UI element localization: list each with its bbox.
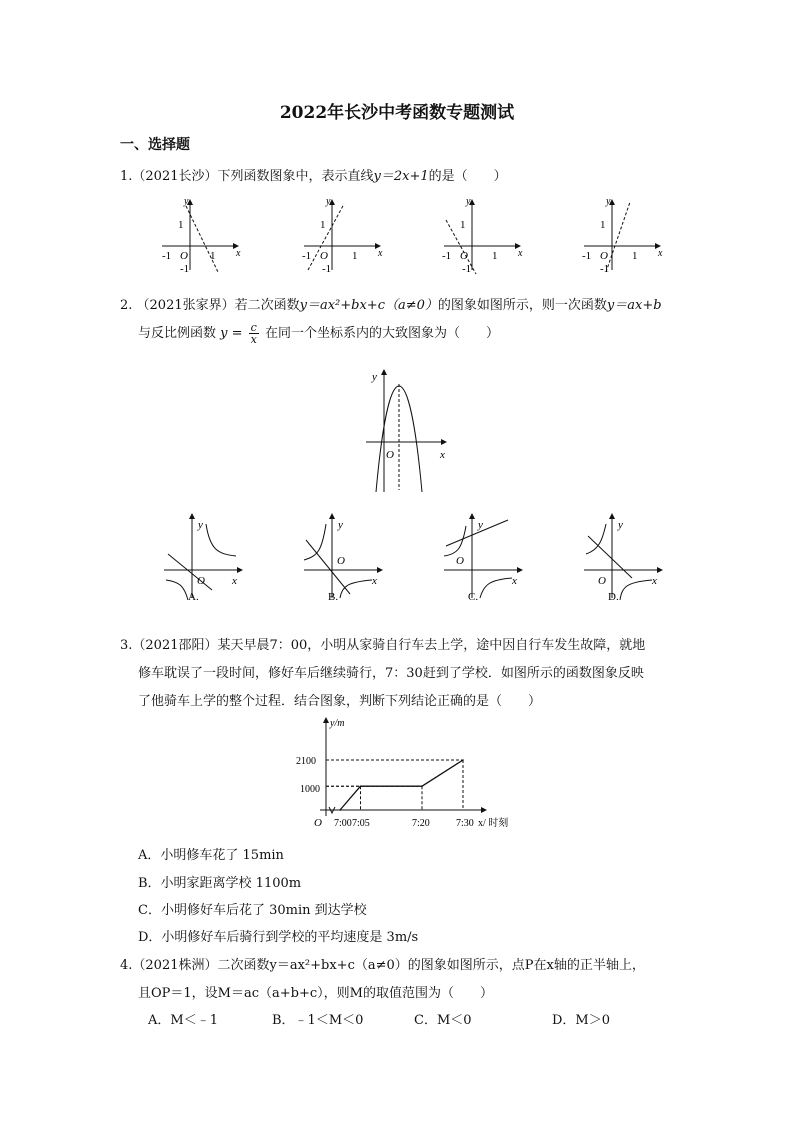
- q1b-tick-neg1-x: -1: [302, 250, 312, 262]
- q1d-origin: O: [600, 250, 608, 262]
- q3-stem-line2: 修车耽误了一段时间，修好车后继续骑行，7：30赶到了学校．如图所示的函数图象反映: [138, 666, 644, 681]
- q1-graph-d[interactable]: [582, 196, 663, 275]
- q3-point-3: [462, 759, 464, 761]
- q2-main-y-label: y: [372, 371, 377, 383]
- q1a-tick-1-x: 1: [210, 250, 216, 262]
- q1c-tick-neg1-y: -1: [462, 263, 472, 275]
- q2c-x-label: x: [512, 575, 517, 587]
- q1a-tick-neg1-y: -1: [180, 263, 190, 275]
- q3-series-line: [340, 760, 463, 810]
- q1b-tick-1-x: 1: [352, 250, 358, 262]
- q2-option-c-label: C.: [468, 591, 479, 603]
- q1d-tick-1-y: 1: [600, 219, 606, 231]
- q2-line2-post: 在同一个坐标系内的大致图象为（ ）: [264, 326, 499, 341]
- q3-stem-line1: 3.（2021邵阳）某天早晨7：00，小明从家骑自行车去上学，途中因自行车发生故障，就地: [120, 638, 646, 653]
- q2-line1-end: y＝ax+b: [606, 298, 662, 313]
- q4-stem-line1: 4.（2021株洲）二次函数y＝ax²+bx+c（a≠0）的图象如图所示，点P在x轴的正半轴上，: [120, 958, 645, 973]
- q1a-tick-1-y: 1: [178, 219, 184, 231]
- q3-chart: [290, 712, 540, 836]
- q3-point-0: [339, 809, 341, 811]
- q3-xtick-0: 7:00: [334, 818, 352, 829]
- q4-stem-line2: 且OP＝1，设M＝ac（a+b+c），则M的取值范围为（ ）: [138, 986, 493, 1001]
- q3-choice-b[interactable]: B．小明家距离学校 1100m: [138, 876, 302, 891]
- q1-graph-c[interactable]: [442, 196, 523, 275]
- q2-main-graph: [362, 366, 458, 498]
- q1b-origin: O: [320, 250, 328, 262]
- q1-graphs: [160, 196, 663, 276]
- q2-line1-func: y＝ax²+bx+c（a≠0）: [299, 298, 438, 313]
- q2-line2-pre: 与反比例函数: [138, 326, 217, 341]
- q3-ylabel: y/m: [330, 718, 345, 729]
- q1a-x-label: x: [236, 248, 241, 259]
- q2-main-origin: O: [386, 449, 394, 461]
- q4-choice-a[interactable]: A．M＜﹣1: [148, 1013, 218, 1028]
- q1-graph-b[interactable]: [302, 196, 383, 275]
- q1c-tick-neg1-x: -1: [442, 250, 452, 262]
- q1b-tick-1-y: 1: [320, 219, 326, 231]
- q1a-y-label: y: [184, 196, 189, 207]
- q2-stem-line1: [120, 294, 662, 313]
- q2a-origin: O: [197, 575, 205, 587]
- q2-stem-line2: [138, 322, 499, 345]
- q2c-origin: O: [456, 555, 464, 567]
- q2b-x-label: x: [372, 575, 377, 587]
- q1-graph-a[interactable]: [162, 196, 241, 275]
- q1c-tick-1-x: 1: [492, 250, 498, 262]
- q2-option-b-label: B.: [328, 591, 339, 603]
- q1c-y-label: y: [466, 196, 471, 207]
- q3-choice-a[interactable]: A．小明修车花了 15min: [138, 848, 284, 863]
- q1c-tick-1-y: 1: [460, 219, 466, 231]
- q3-ytick-1000: 1000: [300, 784, 320, 795]
- q2-option-d-label: D.: [608, 591, 619, 603]
- q2-options: [160, 508, 670, 604]
- q2-option-a[interactable]: [164, 514, 242, 603]
- q2-option-c[interactable]: [444, 514, 522, 603]
- q2-line1-mid: 的图象如图所示，则一次函数: [437, 298, 607, 313]
- q1-expr: y＝2x+1: [373, 169, 429, 184]
- q3-xlabel: x/ 时刻: [478, 818, 509, 829]
- q1-stem: [120, 165, 507, 184]
- q1a-tick-neg1-x: -1: [162, 250, 172, 262]
- q1b-x-label: x: [378, 248, 383, 259]
- q2b-y-label: y: [338, 519, 343, 531]
- q2-line1-pre: 2. （2021张家界）若二次函数: [120, 298, 300, 313]
- q3-choice-d[interactable]: D．小明修好车后骑行到学校的平均速度是 3m/s: [138, 930, 419, 945]
- q2-frac-lhs: y =: [220, 326, 243, 341]
- q1d-y-label: y: [606, 196, 611, 207]
- q2-option-d[interactable]: [584, 514, 662, 603]
- q1b-tick-neg1-y: -1: [322, 263, 332, 275]
- q4-choice-d[interactable]: D．M＞0: [552, 1013, 611, 1028]
- q3-xtick-2: 7:20: [412, 818, 430, 829]
- q4-choice-c[interactable]: C．M＜0: [414, 1013, 472, 1028]
- q2-main-x-label: x: [440, 449, 445, 461]
- q2a-y-label: y: [198, 519, 203, 531]
- page-title: 2022年长沙中考函数专题测试: [279, 103, 515, 123]
- q1-stem-post: 的是（ ）: [428, 169, 507, 184]
- q2b-origin: O: [337, 555, 345, 567]
- q3-stem-line3: 了他骑车上学的整个过程．结合图象，判断下列结论正确的是（ ）: [138, 694, 542, 709]
- q1d-tick-neg1-x: -1: [582, 250, 592, 262]
- q3-point-2: [421, 785, 423, 787]
- q3-origin: O: [314, 817, 322, 829]
- q2d-origin: O: [598, 575, 606, 587]
- q1d-tick-1-x: 1: [632, 250, 638, 262]
- q2-frac-den: x: [250, 333, 257, 346]
- q2-frac-num: c: [250, 321, 257, 334]
- q2-option-b[interactable]: [304, 514, 382, 603]
- q1a-origin: O: [180, 250, 188, 262]
- q2-fraction: [249, 322, 259, 345]
- q2d-y-label: y: [618, 519, 623, 531]
- q1c-origin: O: [460, 250, 468, 262]
- q4-choice-b[interactable]: B．﹣1＜M＜0: [272, 1013, 364, 1028]
- q3-ytick-2100: 2100: [296, 756, 316, 767]
- q1d-tick-neg1-y: -1: [600, 263, 610, 275]
- q2-option-a-label: A.: [188, 591, 199, 603]
- q3-point-1: [360, 785, 362, 787]
- q3-xtick-1: 7:05: [352, 818, 370, 829]
- q2a-x-label: x: [232, 575, 237, 587]
- q2d-x-label: x: [652, 575, 657, 587]
- q1c-x-label: x: [518, 248, 523, 259]
- q1-stem-pre: 1.（2021长沙）下列函数图象中，表示直线: [120, 169, 374, 184]
- q3-xtick-3: 7:30: [456, 818, 474, 829]
- q1d-x-label: x: [658, 248, 663, 259]
- q3-choice-c[interactable]: C．小明修好车后花了 30min 到达学校: [138, 903, 367, 918]
- q2c-y-label: y: [478, 519, 483, 531]
- section-heading: 一、选择题: [120, 137, 190, 153]
- q1b-y-label: y: [326, 196, 331, 207]
